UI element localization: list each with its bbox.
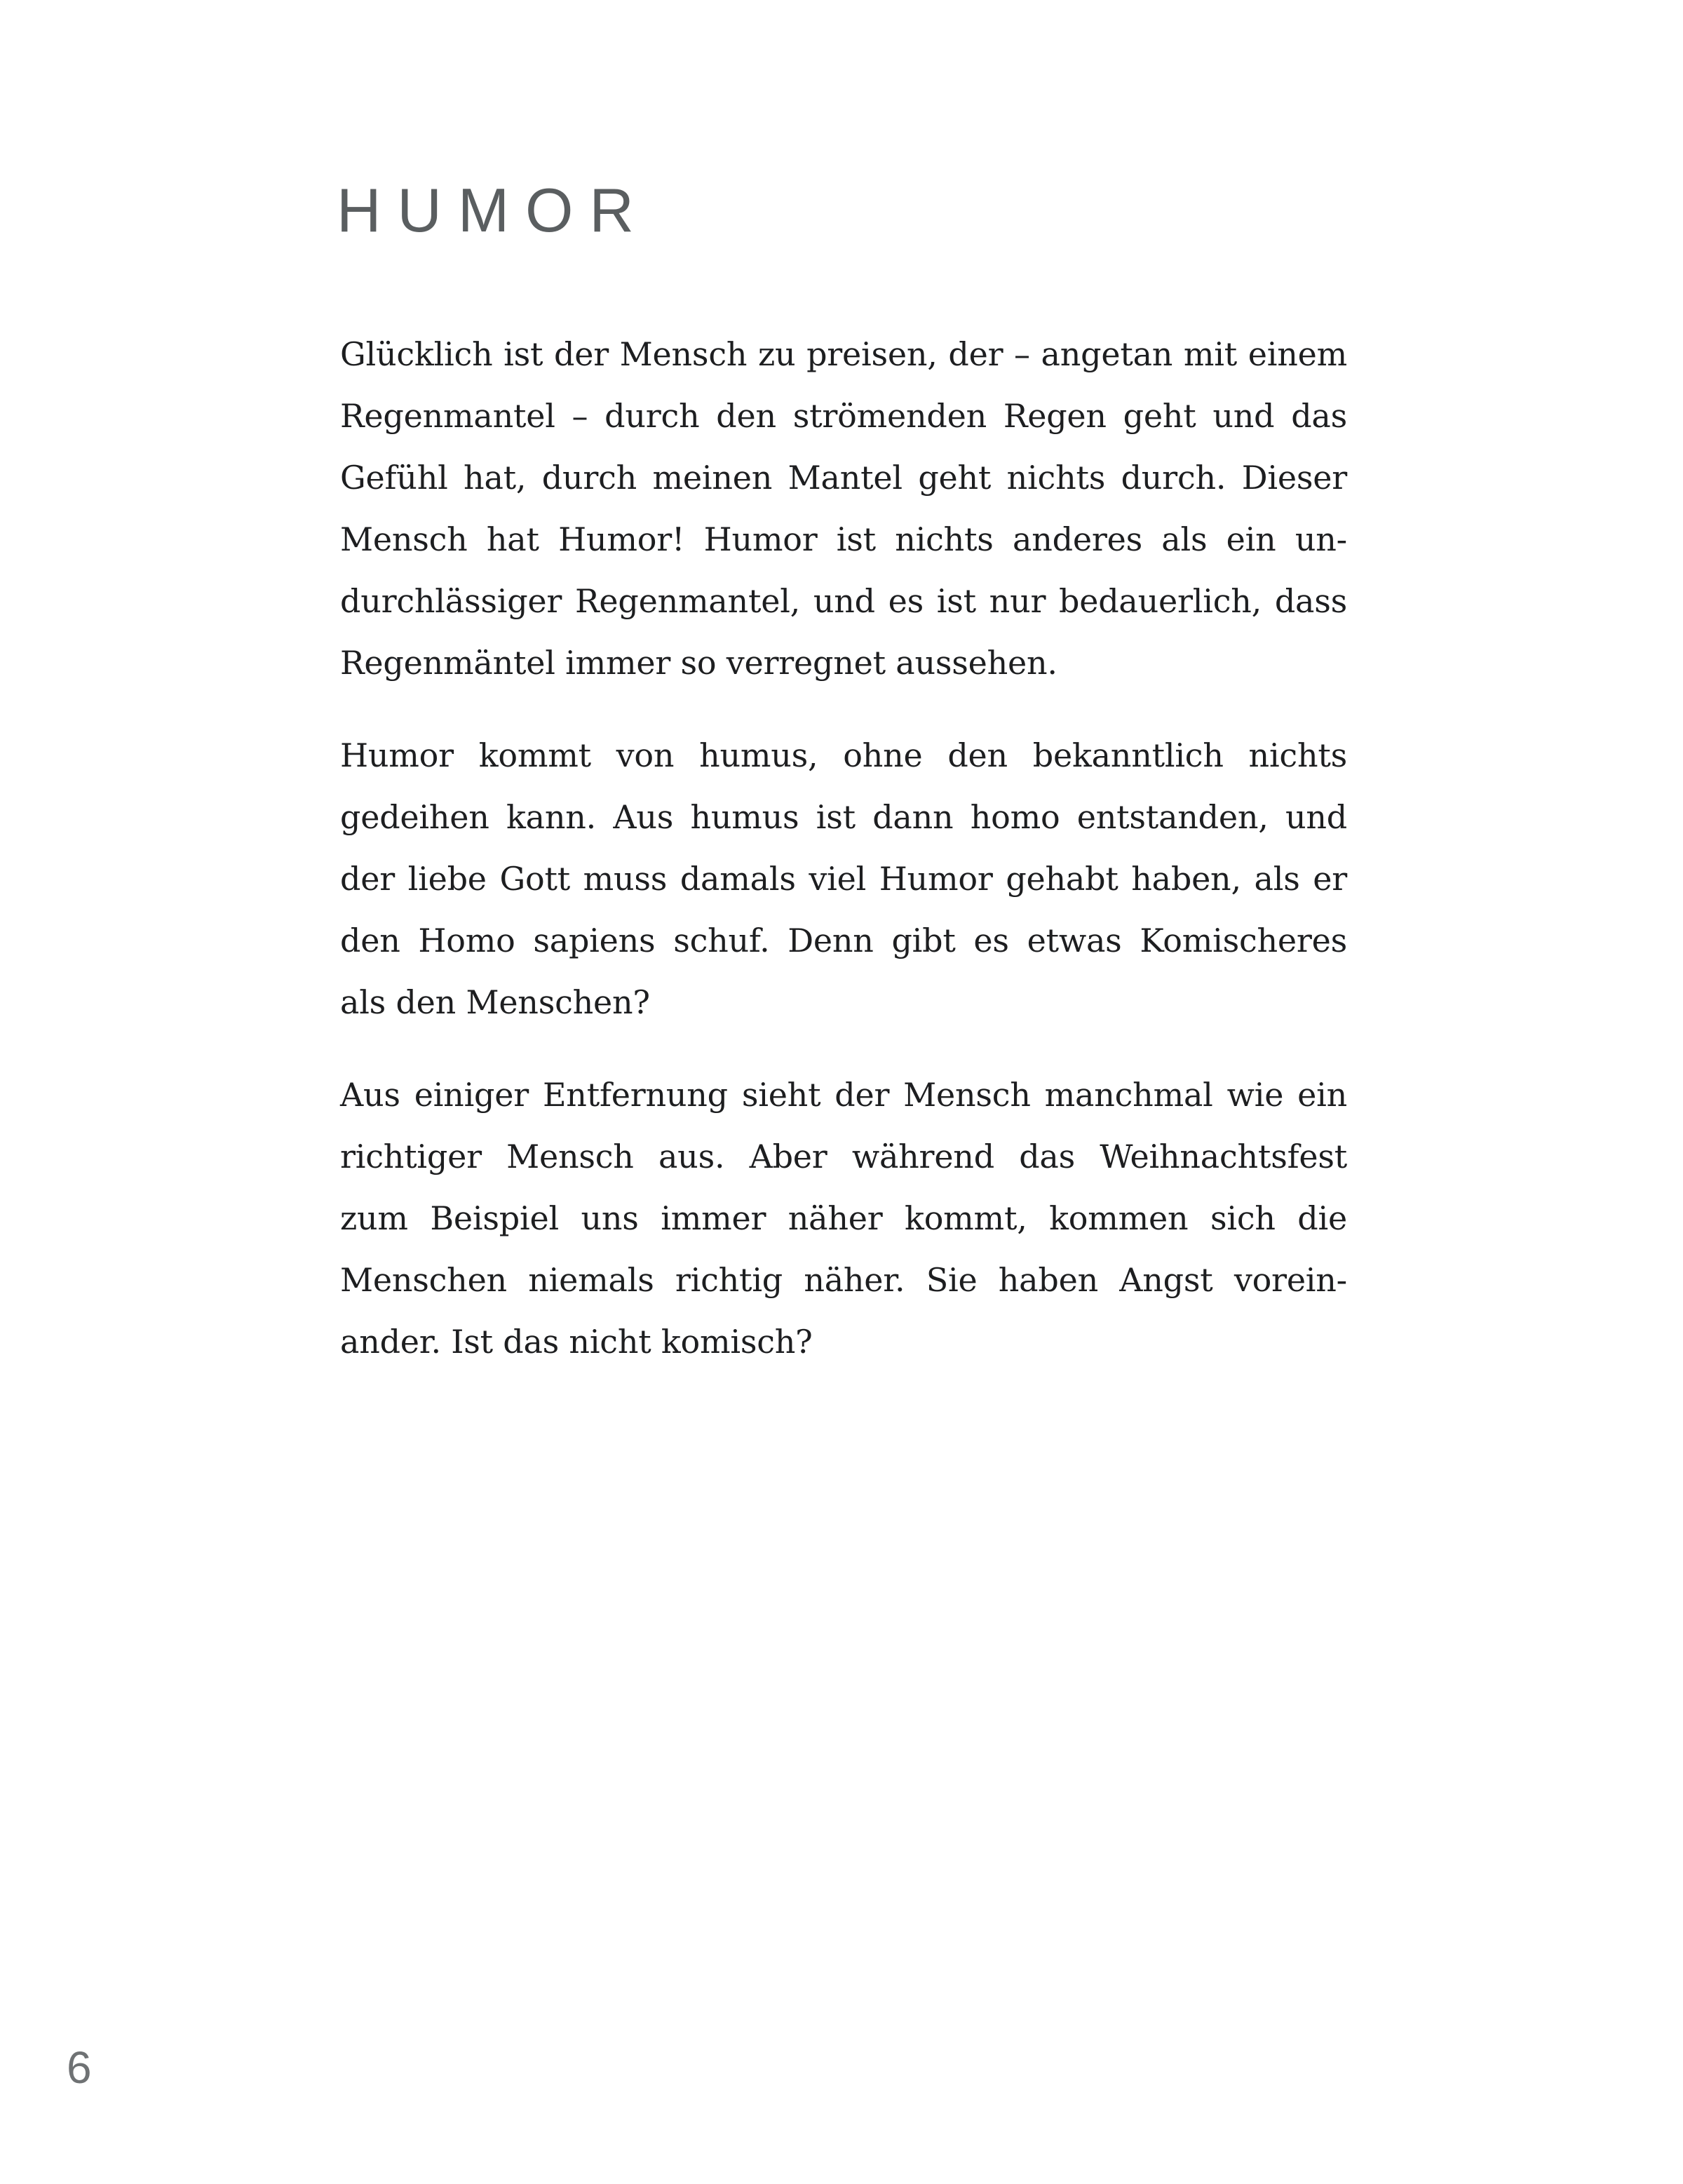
text-line: Aus einiger Entfernung sieht der Mensch manchmal wie ein <box>340 1076 1347 1114</box>
text-line: Mensch hat Humor! Humor ist nichts anderes als ein un- <box>340 520 1347 558</box>
paragraph <box>340 323 1347 694</box>
text-line: Regenmantel – durch den strömenden Regen geht und das <box>340 397 1347 435</box>
page-number: 6 <box>67 2042 92 2093</box>
chapter-title: HUMOR <box>337 175 650 245</box>
text-line: Menschen niemals richtig näher. Sie haben Angst vorein- <box>340 1261 1347 1299</box>
text-line: Regenmäntel immer so verregnet aussehen. <box>340 644 1057 682</box>
text-line: durchlässiger Regenmantel, und es ist nur bedauerlich, dass <box>340 582 1347 620</box>
text-line: richtiger Mensch aus. Aber während das Weihnachtsfest <box>340 1138 1347 1175</box>
text-line: den Homo sapiens schuf. Denn gibt es etwas Komischeres <box>340 922 1347 959</box>
paragraph <box>340 1064 1347 1373</box>
text-line: Gefühl hat, durch meinen Mantel geht nichts durch. Dieser <box>340 459 1347 497</box>
text-line: Glücklich ist der Mensch zu preisen, der – angetan mit einem <box>340 335 1347 373</box>
text-line: gedeihen kann. Aus humus ist dann homo entstanden, und <box>340 798 1347 836</box>
text-line: der liebe Gott muss damals viel Humor gehabt haben, als er <box>340 860 1347 898</box>
text-line: als den Menschen? <box>340 983 650 1021</box>
text-line: ander. Ist das nicht komisch? <box>340 1323 813 1361</box>
paragraph <box>340 724 1347 1033</box>
text-line: Humor kommt von humus, ohne den bekanntlich nichts <box>340 736 1347 774</box>
body-text-block <box>340 323 1347 1403</box>
text-line: zum Beispiel uns immer näher kommt, kommen sich die <box>340 1199 1347 1237</box>
